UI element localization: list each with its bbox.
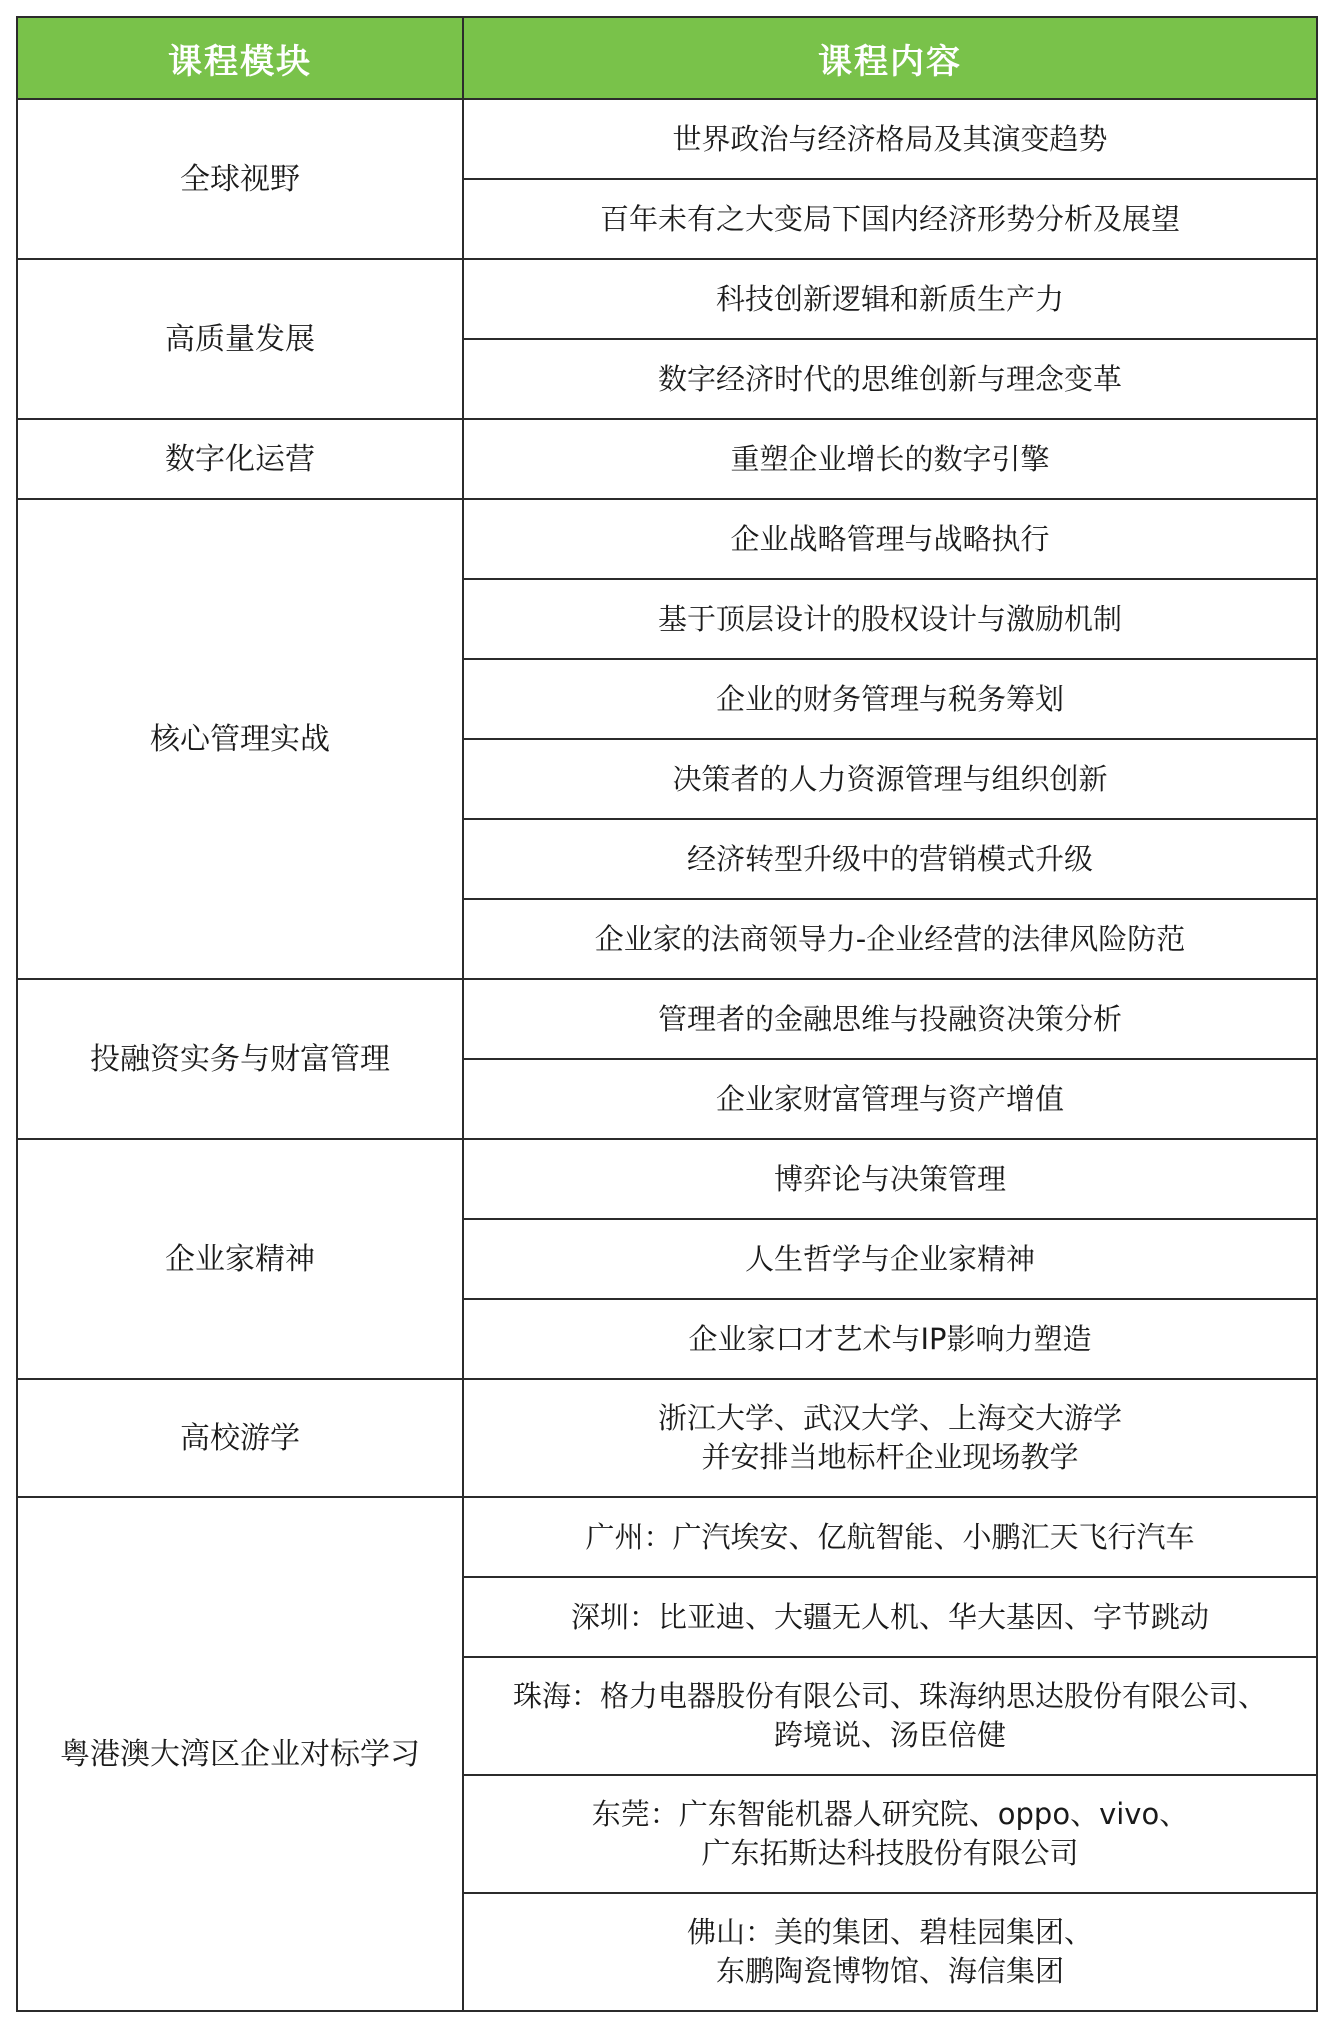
course-content-line: 决策者的人力资源管理与组织创新 bbox=[672, 761, 1108, 796]
module-name-cell: 高校游学 bbox=[17, 1379, 463, 1497]
course-content-cell bbox=[463, 579, 1317, 659]
table-row bbox=[17, 99, 1317, 179]
course-table-container bbox=[16, 16, 1316, 2012]
course-content-line: 基于顶层设计的股权设计与激励机制 bbox=[657, 601, 1122, 636]
table-row bbox=[17, 499, 1317, 579]
header-row bbox=[17, 17, 1317, 99]
course-content-line: 东莞：广东智能机器人研究院、oppo、vivo、 bbox=[591, 1797, 1189, 1831]
course-content-cell bbox=[463, 179, 1317, 259]
module-name-cell: 数字化运营 bbox=[17, 419, 463, 499]
course-content-line: 企业家财富管理与资产增值 bbox=[715, 1081, 1064, 1116]
course-content-cell bbox=[463, 979, 1317, 1059]
course-content-line: 珠海：格力电器股份有限公司、珠海纳思达股份有限公司、 bbox=[512, 1679, 1267, 1713]
course-content-line: 人生哲学与企业家精神 bbox=[744, 1241, 1035, 1276]
course-content-cell bbox=[463, 1299, 1317, 1379]
course-content-cell bbox=[463, 1577, 1317, 1657]
course-content-line: 深圳：比亚迪、大疆无人机、华大基因、字节跳动 bbox=[570, 1599, 1209, 1634]
course-content-line: 企业家口才艺术与IP影响力塑造 bbox=[688, 1321, 1092, 1356]
course-content-line: 佛山：美的集团、碧桂园集团、 bbox=[686, 1915, 1093, 1949]
course-content-line: 企业战略管理与战略执行 bbox=[730, 521, 1050, 556]
course-content-cell bbox=[463, 259, 1317, 339]
course-content-line: 科技创新逻辑和新质生产力 bbox=[715, 281, 1064, 316]
module-name-cell: 核心管理实战 bbox=[17, 499, 463, 979]
course-content-line: 企业的财务管理与税务筹划 bbox=[715, 681, 1064, 716]
table-body bbox=[17, 99, 1317, 2011]
table-row bbox=[17, 259, 1317, 339]
course-content-line: 世界政治与经济格局及其演变趋势 bbox=[672, 121, 1108, 156]
course-content-line: 管理者的金融思维与投融资决策分析 bbox=[657, 1001, 1122, 1036]
table-header bbox=[17, 17, 1317, 99]
module-name-cell: 企业家精神 bbox=[17, 1139, 463, 1379]
table-row bbox=[17, 419, 1317, 499]
course-content-cell bbox=[463, 1139, 1317, 1219]
course-content-cell bbox=[463, 499, 1317, 579]
table-row bbox=[17, 1139, 1317, 1219]
module-name-cell: 高质量发展 bbox=[17, 259, 463, 419]
course-content-cell bbox=[463, 1657, 1317, 1775]
module-name-cell: 粤港澳大湾区企业对标学习 bbox=[17, 1497, 463, 2011]
course-content-cell bbox=[463, 659, 1317, 739]
course-content-cell bbox=[463, 819, 1317, 899]
module-name-cell: 全球视野 bbox=[17, 99, 463, 259]
course-content-line: 广东拓斯达科技股份有限公司 bbox=[701, 1836, 1079, 1870]
course-content-line: 博弈论与决策管理 bbox=[773, 1161, 1006, 1196]
course-content-line: 东鹏陶瓷博物馆、海信集团 bbox=[715, 1954, 1064, 1988]
table-row bbox=[17, 979, 1317, 1059]
course-content-line: 跨境说、汤臣倍健 bbox=[773, 1718, 1006, 1752]
course-content-cell bbox=[463, 1059, 1317, 1139]
course-table bbox=[16, 16, 1318, 2012]
course-content-cell bbox=[463, 99, 1317, 179]
course-content-line: 并安排当地标杆企业现场教学 bbox=[701, 1440, 1079, 1474]
course-content-cell bbox=[463, 899, 1317, 979]
course-content-line: 百年未有之大变局下国内经济形势分析及展望 bbox=[599, 201, 1180, 236]
course-content-cell bbox=[463, 339, 1317, 419]
course-content-line: 重塑企业增长的数字引擎 bbox=[730, 441, 1050, 476]
course-content-cell bbox=[463, 1497, 1317, 1577]
module-name-cell: 投融资实务与财富管理 bbox=[17, 979, 463, 1139]
course-content-line: 广州：广汽埃安、亿航智能、小鹏汇天飞行汽车 bbox=[585, 1519, 1195, 1554]
course-content-cell bbox=[463, 1219, 1317, 1299]
header-course-module: 课程模块 bbox=[17, 17, 463, 99]
course-content-cell bbox=[463, 739, 1317, 819]
course-content-line: 浙江大学、武汉大学、上海交大游学 bbox=[657, 1401, 1122, 1435]
course-content-cell bbox=[463, 1775, 1317, 1893]
course-content-cell bbox=[463, 1893, 1317, 2011]
course-content-line: 企业家的法商领导力-企业经营的法律风险防范 bbox=[594, 921, 1186, 956]
header-course-content: 课程内容 bbox=[463, 17, 1317, 99]
course-content-line: 数字经济时代的思维创新与理念变革 bbox=[657, 361, 1122, 396]
table-row bbox=[17, 1379, 1317, 1497]
course-content-cell bbox=[463, 1379, 1317, 1497]
table-row bbox=[17, 1497, 1317, 1577]
course-content-cell bbox=[463, 419, 1317, 499]
course-content-line: 经济转型升级中的营销模式升级 bbox=[686, 841, 1093, 876]
